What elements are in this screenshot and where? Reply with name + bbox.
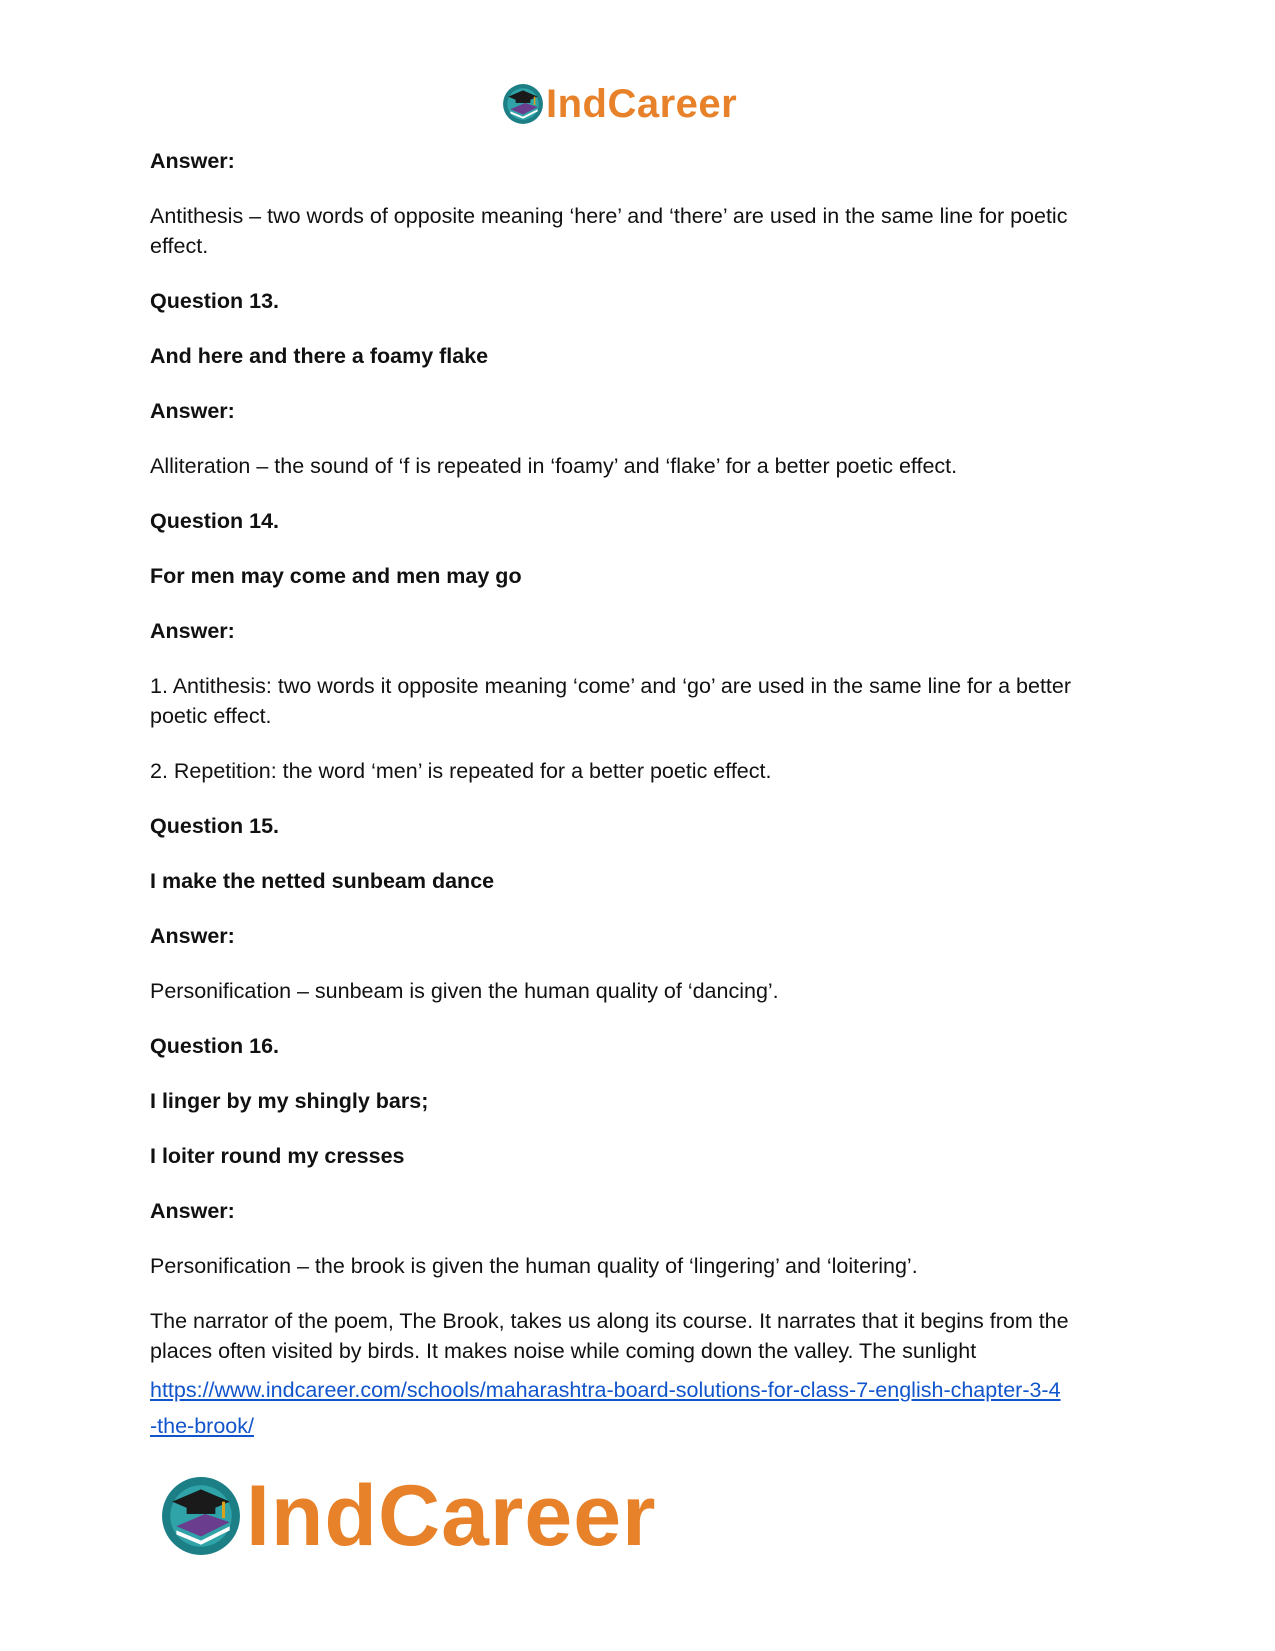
answer-label: Answer:: [150, 149, 235, 173]
answer-label: Answer:: [150, 924, 235, 948]
answer-text: Personification – the brook is given the human quality of ‘lingering’ and ‘loitering’.: [150, 1254, 918, 1278]
source-link-line-2[interactable]: -the-brook/: [150, 1414, 254, 1438]
answer-text: Personification – sunbeam is given the human quality of ‘dancing’.: [150, 979, 779, 1003]
question-heading: Question 16.: [150, 1034, 280, 1058]
logo-wordmark: IndCareer: [546, 82, 738, 126]
source-link-paragraph: [150, 1372, 1130, 1444]
answer-text: 2. Repetition: the word ‘men’ is repeated for a better poetic effect.: [150, 759, 772, 783]
question-heading: Question 13.: [150, 289, 280, 313]
answer-text: 1. Antithesis: two words it opposite meaning ‘come’ and ‘go’ are used in the same line for a better poetic effect.: [150, 674, 1072, 728]
graduation-cap-book-icon: [502, 83, 544, 125]
poem-line: I linger by my shingly bars;: [150, 1089, 429, 1113]
poem-line: And here and there a foamy flake: [150, 344, 489, 368]
answer-label: Answer:: [150, 619, 235, 643]
answer-label: Answer:: [150, 1199, 235, 1223]
poem-line: For men may come and men may go: [150, 564, 522, 588]
question-heading: Question 14.: [150, 509, 280, 533]
poem-line: I make the netted sunbeam dance: [150, 869, 495, 893]
document-body: [150, 146, 1130, 1444]
graduation-cap-book-icon: [160, 1475, 242, 1557]
logo-wordmark: IndCareer: [246, 1468, 657, 1564]
answer-label: Answer:: [150, 399, 235, 423]
summary-paragraph: The narrator of the poem, The Brook, takes us along its course. It narrates that it begins from the places often visited by birds. It makes noise while coming down the valley. The sunlight: [150, 1309, 1069, 1363]
answer-text: Antithesis – two words of opposite meaning ‘here’ and ‘there’ are used in the same line for poetic effect.: [150, 204, 1068, 258]
source-link-line-1[interactable]: https://www.indcareer.com/schools/maharashtra-board-solutions-for-class-7-english-chapter-3-4: [150, 1378, 1061, 1402]
poem-line: I loiter round my cresses: [150, 1144, 405, 1168]
source-link[interactable]: [150, 1378, 1061, 1438]
header-logo: [502, 80, 737, 128]
footer-logo: [160, 1470, 657, 1562]
answer-text: Alliteration – the sound of ‘f is repeated in ‘foamy’ and ‘flake’ for a better poetic effect.: [150, 454, 958, 478]
question-heading: Question 15.: [150, 814, 280, 838]
